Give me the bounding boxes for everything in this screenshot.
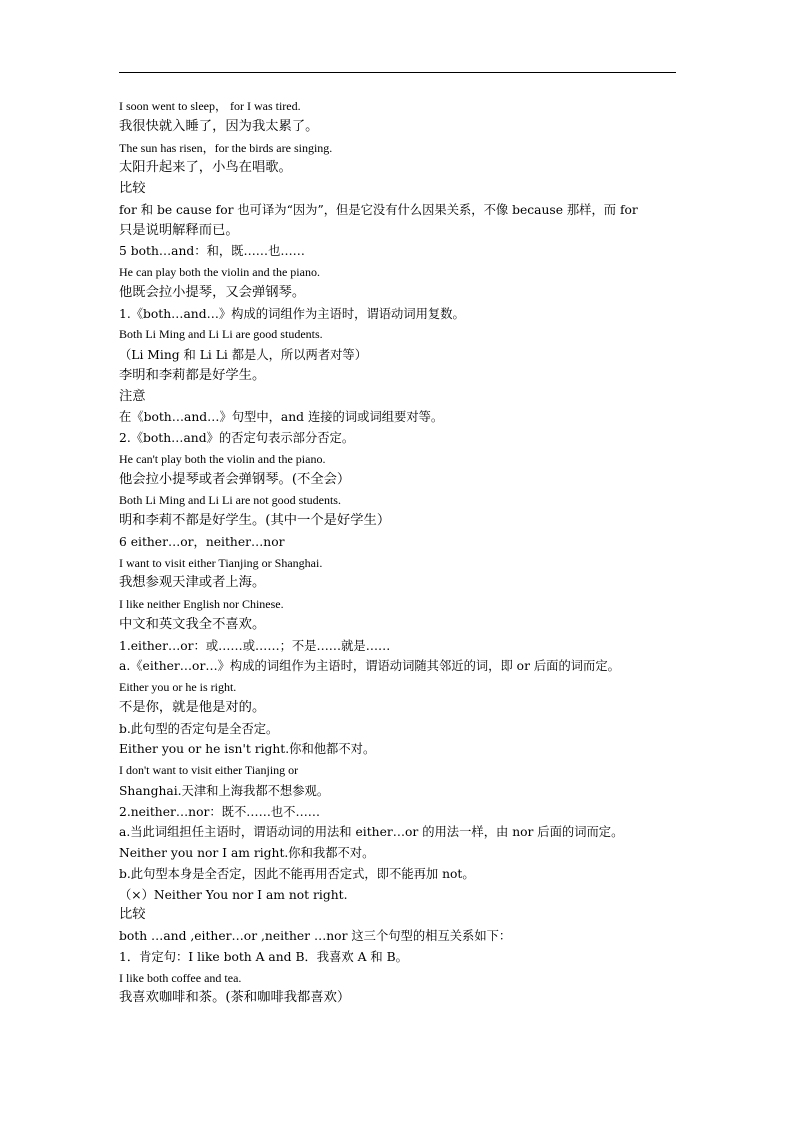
text-line: b.此句型的否定句是全否定。 <box>119 721 279 736</box>
header-rule <box>119 72 676 73</box>
text-line: Shanghai.天津和上海我都不想参观。 <box>119 783 330 798</box>
text-line: 他会拉小提琴或者会弹钢琴。(不全会） <box>119 471 351 487</box>
text-line: 不是你，就是他是对的。 <box>119 699 266 715</box>
text-line: 他既会拉小提琴，又会弹钢琴。 <box>119 284 306 300</box>
text-line: 中文和英文我全不喜欢。 <box>119 616 266 632</box>
text-line: Neither you nor I am right.你和我都不对。 <box>119 846 375 860</box>
text-line: 2.neither…nor：既不……也不…… <box>119 804 321 819</box>
text-line: The sun has risen，for the birds are singing. <box>119 140 333 155</box>
text-line: He can't play both the violin and the piano. <box>119 451 326 466</box>
text-line: Both Li Ming and Li Li are not good students. <box>119 493 341 508</box>
section-heading: 注意 <box>119 388 146 404</box>
text-line: 1．肯定句：I like both A and B．我喜欢 A 和 B。 <box>119 949 408 964</box>
text-line: Either you or he isn't right.你和他都不对。 <box>119 742 376 757</box>
text-line: b.此句型本身是全否定，因此不能再用否定式，即不能再加 not。 <box>119 866 475 881</box>
text-line: a.《either…or…》构成的词组作为主语时，谓语动词随其邻近的词，即 or 后面的词而定。 <box>119 659 620 674</box>
text-line: I don't want to visit either Tianjing or <box>119 763 299 777</box>
text-line: I like both coffee and tea. <box>119 970 242 985</box>
text-line: both …and ,either…or ,neither …nor 这三个句型的相互关系如下： <box>119 929 512 943</box>
text-line: Both Li Ming and Li Li are good students. <box>119 327 323 342</box>
text-line: 1.either…or：或……或……；不是……就是…… <box>119 638 391 653</box>
text-line: （×）Neither You nor I am not right. <box>119 887 348 902</box>
text-line: 明和李莉不都是好学生。(其中一个是好学生） <box>119 513 391 528</box>
document-body <box>119 96 679 1009</box>
text-line: I like neither English nor Chinese. <box>119 597 284 611</box>
section-heading: 5 both…and：和，既……也…… <box>119 244 305 259</box>
text-line: I want to visit either Tianjing or Shanghai. <box>119 555 323 570</box>
text-line: Either you or he is right. <box>119 680 237 694</box>
text-line: （Li Ming 和 Li Li 都是人，所以两者对等） <box>119 348 368 362</box>
section-heading: 比较 <box>119 907 146 923</box>
text-line: for 和 be cause for 也可译为“因为”，但是它没有什么因果关系，不像 because 那样，而 for <box>119 202 638 217</box>
text-line: 2.《both…and》的否定句表示部分否定。 <box>119 431 355 445</box>
text-line: 1.《both…and…》构成的词组作为主语时，谓语动词用复数。 <box>119 306 465 321</box>
text-line: 在《both…and…》句型中，and 连接的词或词组要对等。 <box>119 410 444 425</box>
text-line: a.当此词组担任主语时，谓语动词的用法和 either…or 的用法一样，由 nor 后面的词而定。 <box>119 825 624 840</box>
text-line: 我想参观天津或者上海。 <box>119 575 266 591</box>
text-line: He can play both the violin and the piano. <box>119 265 320 279</box>
text-line: 我很快就入睡了，因为我太累了。 <box>119 118 319 134</box>
text-line: 只是说明解释而已。 <box>119 222 239 238</box>
text-line: I soon went to sleep， for I was tired. <box>119 99 301 113</box>
section-heading: 比较 <box>119 181 146 196</box>
text-line: 李明和李莉都是好学生。 <box>119 367 266 383</box>
section-heading: 6 either…or，neither…nor <box>119 534 285 549</box>
text-line: 我喜欢咖啡和茶。(茶和咖啡我都喜欢） <box>119 990 351 1006</box>
text-line: 太阳升起来了，小鸟在唱歌。 <box>119 160 292 176</box>
